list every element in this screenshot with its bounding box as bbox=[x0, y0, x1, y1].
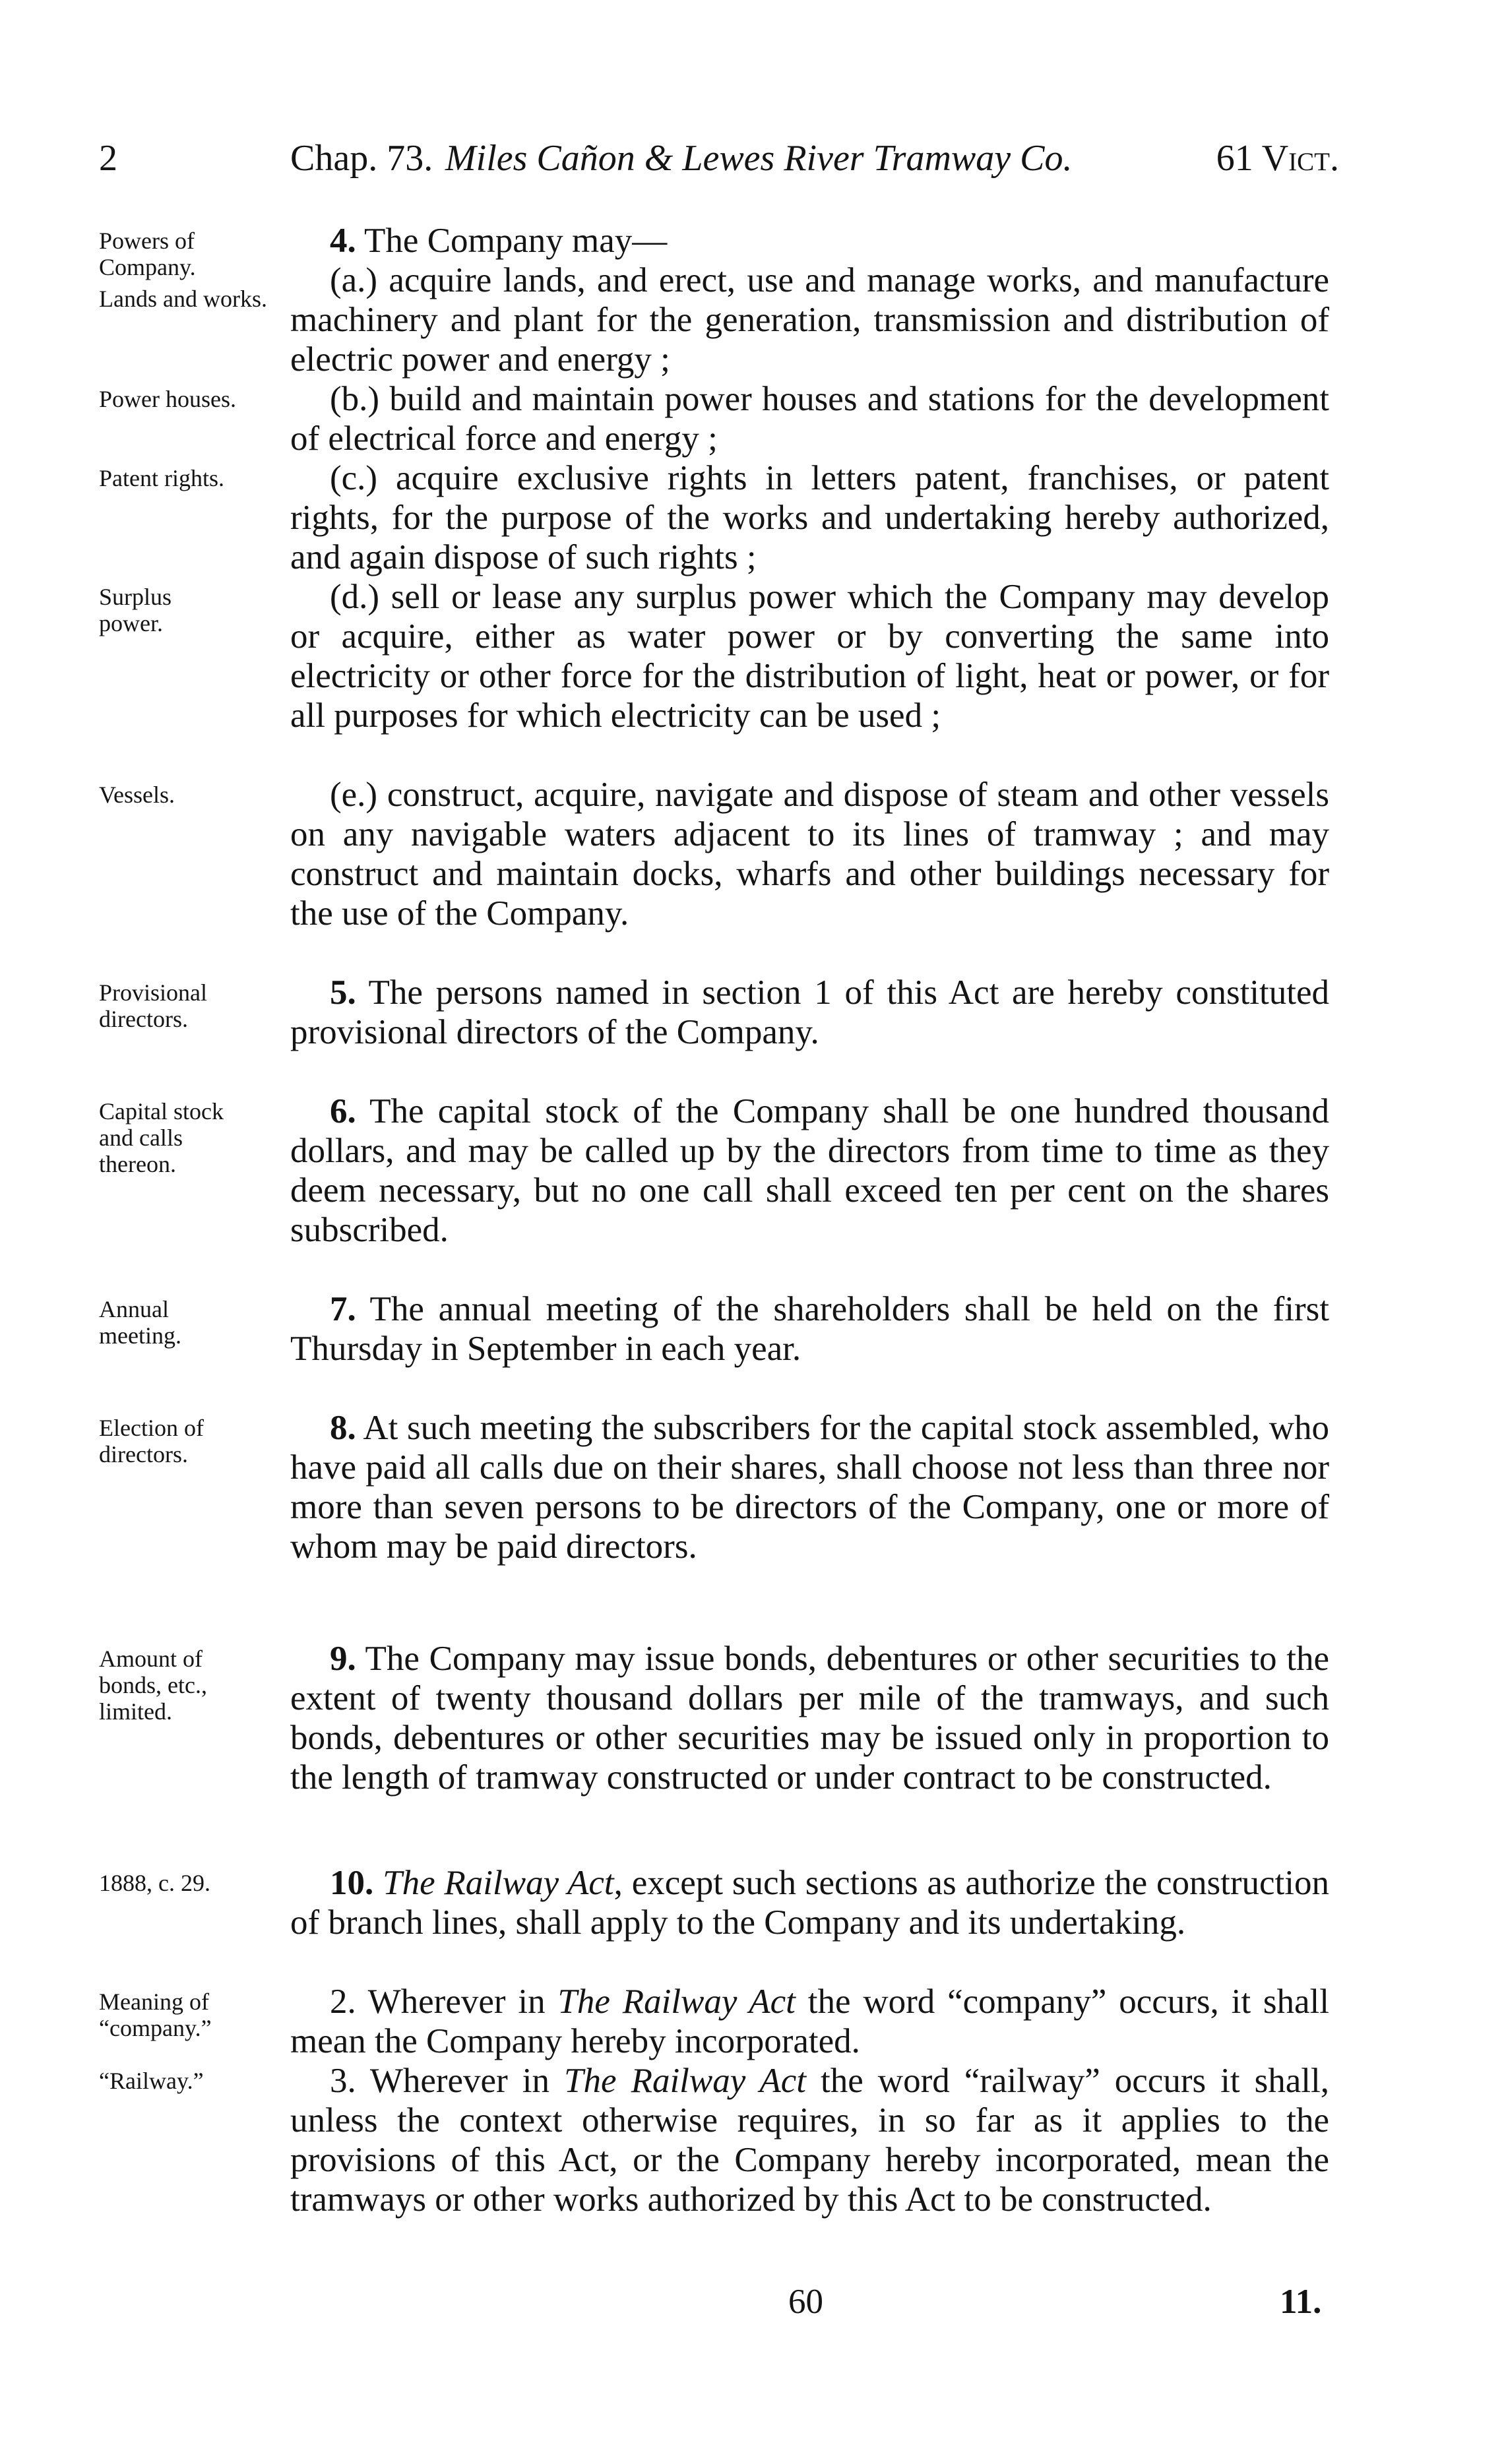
paragraph-lead: 3. Wherever in bbox=[330, 2062, 565, 2100]
paragraph bbox=[290, 1092, 1329, 1250]
section-body bbox=[290, 1408, 1329, 1566]
subsection-body bbox=[290, 1982, 1329, 2061]
note-surplus-power: Surplus power. bbox=[99, 584, 172, 636]
marginal-note bbox=[99, 2068, 284, 2094]
marginal-note bbox=[99, 1646, 251, 1725]
subsection-body bbox=[290, 2061, 1329, 2219]
folio-number: 60 bbox=[788, 2283, 823, 2321]
marginal-note bbox=[99, 1098, 257, 1177]
note-annual-meeting: Annual meeting. bbox=[99, 1296, 181, 1349]
paragraph bbox=[290, 577, 1329, 735]
paragraph bbox=[290, 1982, 1329, 2061]
note-railway: “Railway.” bbox=[99, 2068, 204, 2094]
paragraph-text: At such meeting the subscribers for the capital stock assembled, who have paid all calls due on their shares, shall choose not less than three nor more than seven persons to be directors of the Company, one or more of whom may be paid directors. bbox=[290, 1409, 1329, 1566]
paragraph-text: (d.) sell or lease any surplus power which the Company may develop or acquire, either as water power or by converting the same into electricity or other force for the distribution of light, heat or power, or for all purposes for which electricity can be used ; bbox=[290, 578, 1329, 735]
note-provisional-directors: Provisional directors. bbox=[99, 979, 208, 1032]
section-number: 8. bbox=[330, 1409, 356, 1447]
paragraph-text: , except such sections as authorize the construction of branch lines, shall apply to the Company and its undertaking. bbox=[290, 1864, 1330, 1942]
page-footer bbox=[0, 2282, 1506, 2322]
paragraph bbox=[290, 1639, 1329, 1797]
paragraph bbox=[290, 458, 1329, 577]
marginal-note bbox=[99, 584, 231, 636]
regnal-year: 61 Vict. bbox=[1216, 138, 1339, 179]
act-reference: The Railway Act bbox=[383, 1864, 614, 1902]
paragraph-text: the word “railway” occurs it shall, unless the context otherwise requires, in so far as it applies to the provisions of this Act, or the Company hereby incorporated, mean the tramways or other works authorized by this Act to be constructed. bbox=[290, 2062, 1329, 2219]
note-power-houses: Power houses. bbox=[99, 386, 236, 412]
note-meaning-of-company: Meaning of “company.” bbox=[99, 1988, 212, 2041]
chapter-number: Chap. 73. bbox=[290, 138, 433, 179]
marginal-note bbox=[99, 1988, 257, 2041]
paragraph bbox=[290, 261, 1329, 379]
marginal-note bbox=[99, 465, 284, 491]
note-powers: Powers of Company. bbox=[99, 228, 196, 280]
paragraph bbox=[290, 1289, 1329, 1369]
paragraph bbox=[290, 379, 1329, 458]
paragraph-text: The capital stock of the Company shall be one hundred thousand dollars, and may be called up by the directors from time to time as they deem necessary, but no one call shall exceed ten per cent on the shares subscribed. bbox=[290, 1092, 1329, 1249]
paragraph-text: (c.) acquire exclusive rights in letters patent, franchises, or patent rights, for the purpose of the works and undertaking hereby authorized, and again dispose of such rights ; bbox=[290, 459, 1329, 576]
note-patent-rights: Patent rights. bbox=[99, 465, 224, 491]
act-reference: The Railway Act bbox=[557, 1983, 796, 2021]
section-body bbox=[290, 221, 1329, 379]
clause-body bbox=[290, 577, 1329, 735]
marginal-note bbox=[99, 1296, 231, 1349]
paragraph-text: The annual meeting of the shareholders shall be held on the first Thursday in September in each year. bbox=[290, 1290, 1329, 1368]
paragraph-lead: 2. Wherever in bbox=[330, 1983, 558, 2021]
note-vessels: Vessels. bbox=[99, 782, 175, 808]
section-number: 7. bbox=[330, 1290, 356, 1328]
act-title: Miles Cañon & Lewes River Tramway Co. bbox=[445, 138, 1073, 179]
note-statute-citation: 1888, c. 29. bbox=[99, 1870, 210, 1896]
paragraph-text: the word “company” occurs, it shall mean the Company hereby incorporated. bbox=[290, 1983, 1329, 2060]
section-body bbox=[290, 1863, 1329, 1942]
paragraph-text: (b.) build and maintain power houses and stations for the development of electrical force and energy ; bbox=[290, 380, 1329, 458]
paragraph-text: (a.) acquire lands, and erect, use and manage works, and manufacture machinery and plant for the generation, transmission and distribution of electric power and energy ; bbox=[290, 261, 1329, 379]
section-body bbox=[290, 1639, 1329, 1797]
marginal-note bbox=[99, 979, 251, 1032]
note-capital-stock: Capital stock and calls thereon. bbox=[99, 1098, 224, 1177]
paragraph bbox=[290, 1408, 1329, 1566]
clause-body bbox=[290, 458, 1329, 577]
section-number: 6. bbox=[330, 1092, 356, 1130]
clause-body bbox=[290, 775, 1329, 933]
act-reference: The Railway Act bbox=[564, 2062, 806, 2100]
section-number: 9. bbox=[330, 1640, 356, 1678]
paragraph bbox=[290, 2061, 1329, 2219]
paragraph bbox=[290, 775, 1329, 933]
paragraph-text: The Company may issue bonds, debentures or other securities to the extent of twenty thousand dollars per mile of the tramways, and such bonds, debentures or other securities may be issued only in proportion to the length of tramway constructed or under contract to be constructed. bbox=[290, 1640, 1329, 1797]
marginal-note bbox=[99, 386, 284, 412]
paragraph-text: The Company may— bbox=[356, 222, 668, 260]
section-number: 4. bbox=[330, 222, 356, 260]
section-number: 5. bbox=[330, 973, 356, 1012]
paragraph-text: The persons named in section 1 of this Act are hereby constituted provisional directors of the Company. bbox=[290, 973, 1329, 1051]
note-amount-of-bonds: Amount of bonds, etc., limited. bbox=[99, 1646, 207, 1725]
marginal-note bbox=[99, 1415, 251, 1467]
clause-body bbox=[290, 379, 1329, 458]
marginal-note bbox=[99, 228, 284, 312]
note-lands: Lands and works. bbox=[99, 286, 267, 312]
paragraph-text: (e.) construct, acquire, navigate and dispose of steam and other vessels on any navigable waters adjacent to its lines of tramway ; and may construct and maintain docks, wharfs and other buildings necessary for the use of the Company. bbox=[290, 776, 1329, 933]
marginal-note bbox=[99, 1870, 284, 1896]
running-header bbox=[99, 135, 1339, 181]
section-body bbox=[290, 1092, 1329, 1250]
paragraph bbox=[290, 221, 1329, 261]
section-body bbox=[290, 1289, 1329, 1369]
catchword: 11. bbox=[1280, 2283, 1322, 2321]
paragraph bbox=[290, 973, 1329, 1052]
section-body bbox=[290, 973, 1329, 1052]
note-election-of-directors: Election of directors. bbox=[99, 1415, 204, 1467]
section-number: 10. bbox=[330, 1864, 374, 1902]
page-number: 2 bbox=[99, 138, 117, 179]
marginal-note bbox=[99, 782, 284, 808]
paragraph bbox=[290, 1863, 1329, 1942]
